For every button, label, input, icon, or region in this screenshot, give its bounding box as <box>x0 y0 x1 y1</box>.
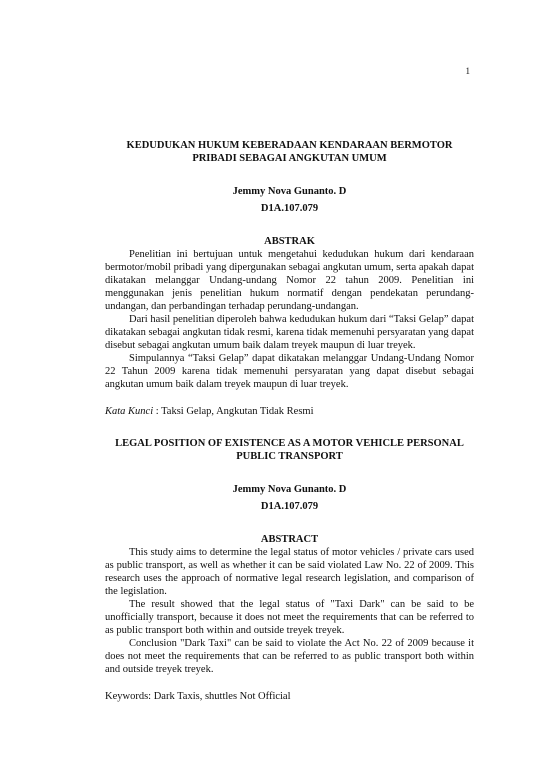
author-name-english: Jemmy Nova Gunanto. D <box>232 484 347 495</box>
section-indonesian <box>105 139 474 418</box>
title-indonesian-line2: PRIBADI SEBAGAI ANGKUTAN UMUM <box>192 153 387 164</box>
keywords-indonesian <box>105 405 474 418</box>
abstract-paragraph-english: The result showed that the legal status of "Taxi Dark" can be said to be unofficially transport, because it does not meet the requirements that can be referred to as public transport both within and outside treyek treyek. <box>105 599 474 636</box>
keywords-label: Kata Kunci <box>105 406 154 417</box>
section-english <box>105 437 474 703</box>
abstract-paragraph: Simpulannya “Taksi Gelap” dapat dikatakan melanggar Undang-Undang Nomor 22 Tahun 2009 karena tidak memenuhi persyaratan yang dapat disebut sebagai angkutan umum baik dalam treyek maupun di luar treyek. <box>105 353 474 390</box>
abstract-paragraph: Penelitian ini bertujuan untuk mengetahui kedudukan hukum dari kendaraan bermotor/mobil pribadi yang dipergunakan sebagai angkutan umum, serta apakah dapat dikatakan melanggar Undang-undang Nomor 22 tahun 2009. Penelitian ini menggunakan jenis penelitian hukum normatif dengan pendekatan perundang-undangan, dan perbandingan terhadap perundang-undangan. <box>105 249 474 312</box>
abstract-heading-english: ABSTRACT <box>260 534 319 545</box>
page-number: 1 <box>465 66 470 76</box>
keywords-english: Keywords: Dark Taxis, shuttles Not Official <box>105 691 291 702</box>
keywords-text: : Taksi Gelap, Angkutan Tidak Resmi <box>153 406 314 417</box>
abstract-heading-indonesian: ABSTRAK <box>264 236 315 247</box>
abstract-paragraph: Dari hasil penelitian diperoleh bahwa kedudukan hukum dari “Taksi Gelap” dapat dikatakan sebagai angkutan tidak resmi, karena tidak memenuhi persyaratan yang dapat disebut sebagai angkutan umum baik dalam treyek maupun di luar treyek. <box>105 314 474 351</box>
title-english-line1: LEGAL POSITION OF EXISTENCE AS A MOTOR VEHICLE PERSONAL <box>115 438 464 449</box>
student-id: D1A.107.079 <box>260 203 319 214</box>
student-id-english: D1A.107.079 <box>260 501 319 512</box>
author-name: Jemmy Nova Gunanto. D <box>232 186 347 197</box>
document-body <box>105 139 474 703</box>
title-english <box>105 437 474 463</box>
title-indonesian-line1: KEDUDUKAN HUKUM KEBERADAAN KENDARAAN BERMOTOR <box>126 140 453 151</box>
title-indonesian <box>105 139 474 165</box>
abstract-paragraph-english: Conclusion "Dark Taxi" can be said to violate the Act No. 22 of 2009 because it does not meet the requirements that can be referred to as public transport both within and outside treyek treyek. <box>105 638 474 675</box>
abstract-paragraph-english: This study aims to determine the legal status of motor vehicles / private cars used as public transport, as well as whether it can be said violated Law No. 22 of 2009. This research uses the approach of normative legal research legislation, and comparison of the legislation. <box>105 547 474 597</box>
title-english-line2: PUBLIC TRANSPORT <box>236 451 343 462</box>
